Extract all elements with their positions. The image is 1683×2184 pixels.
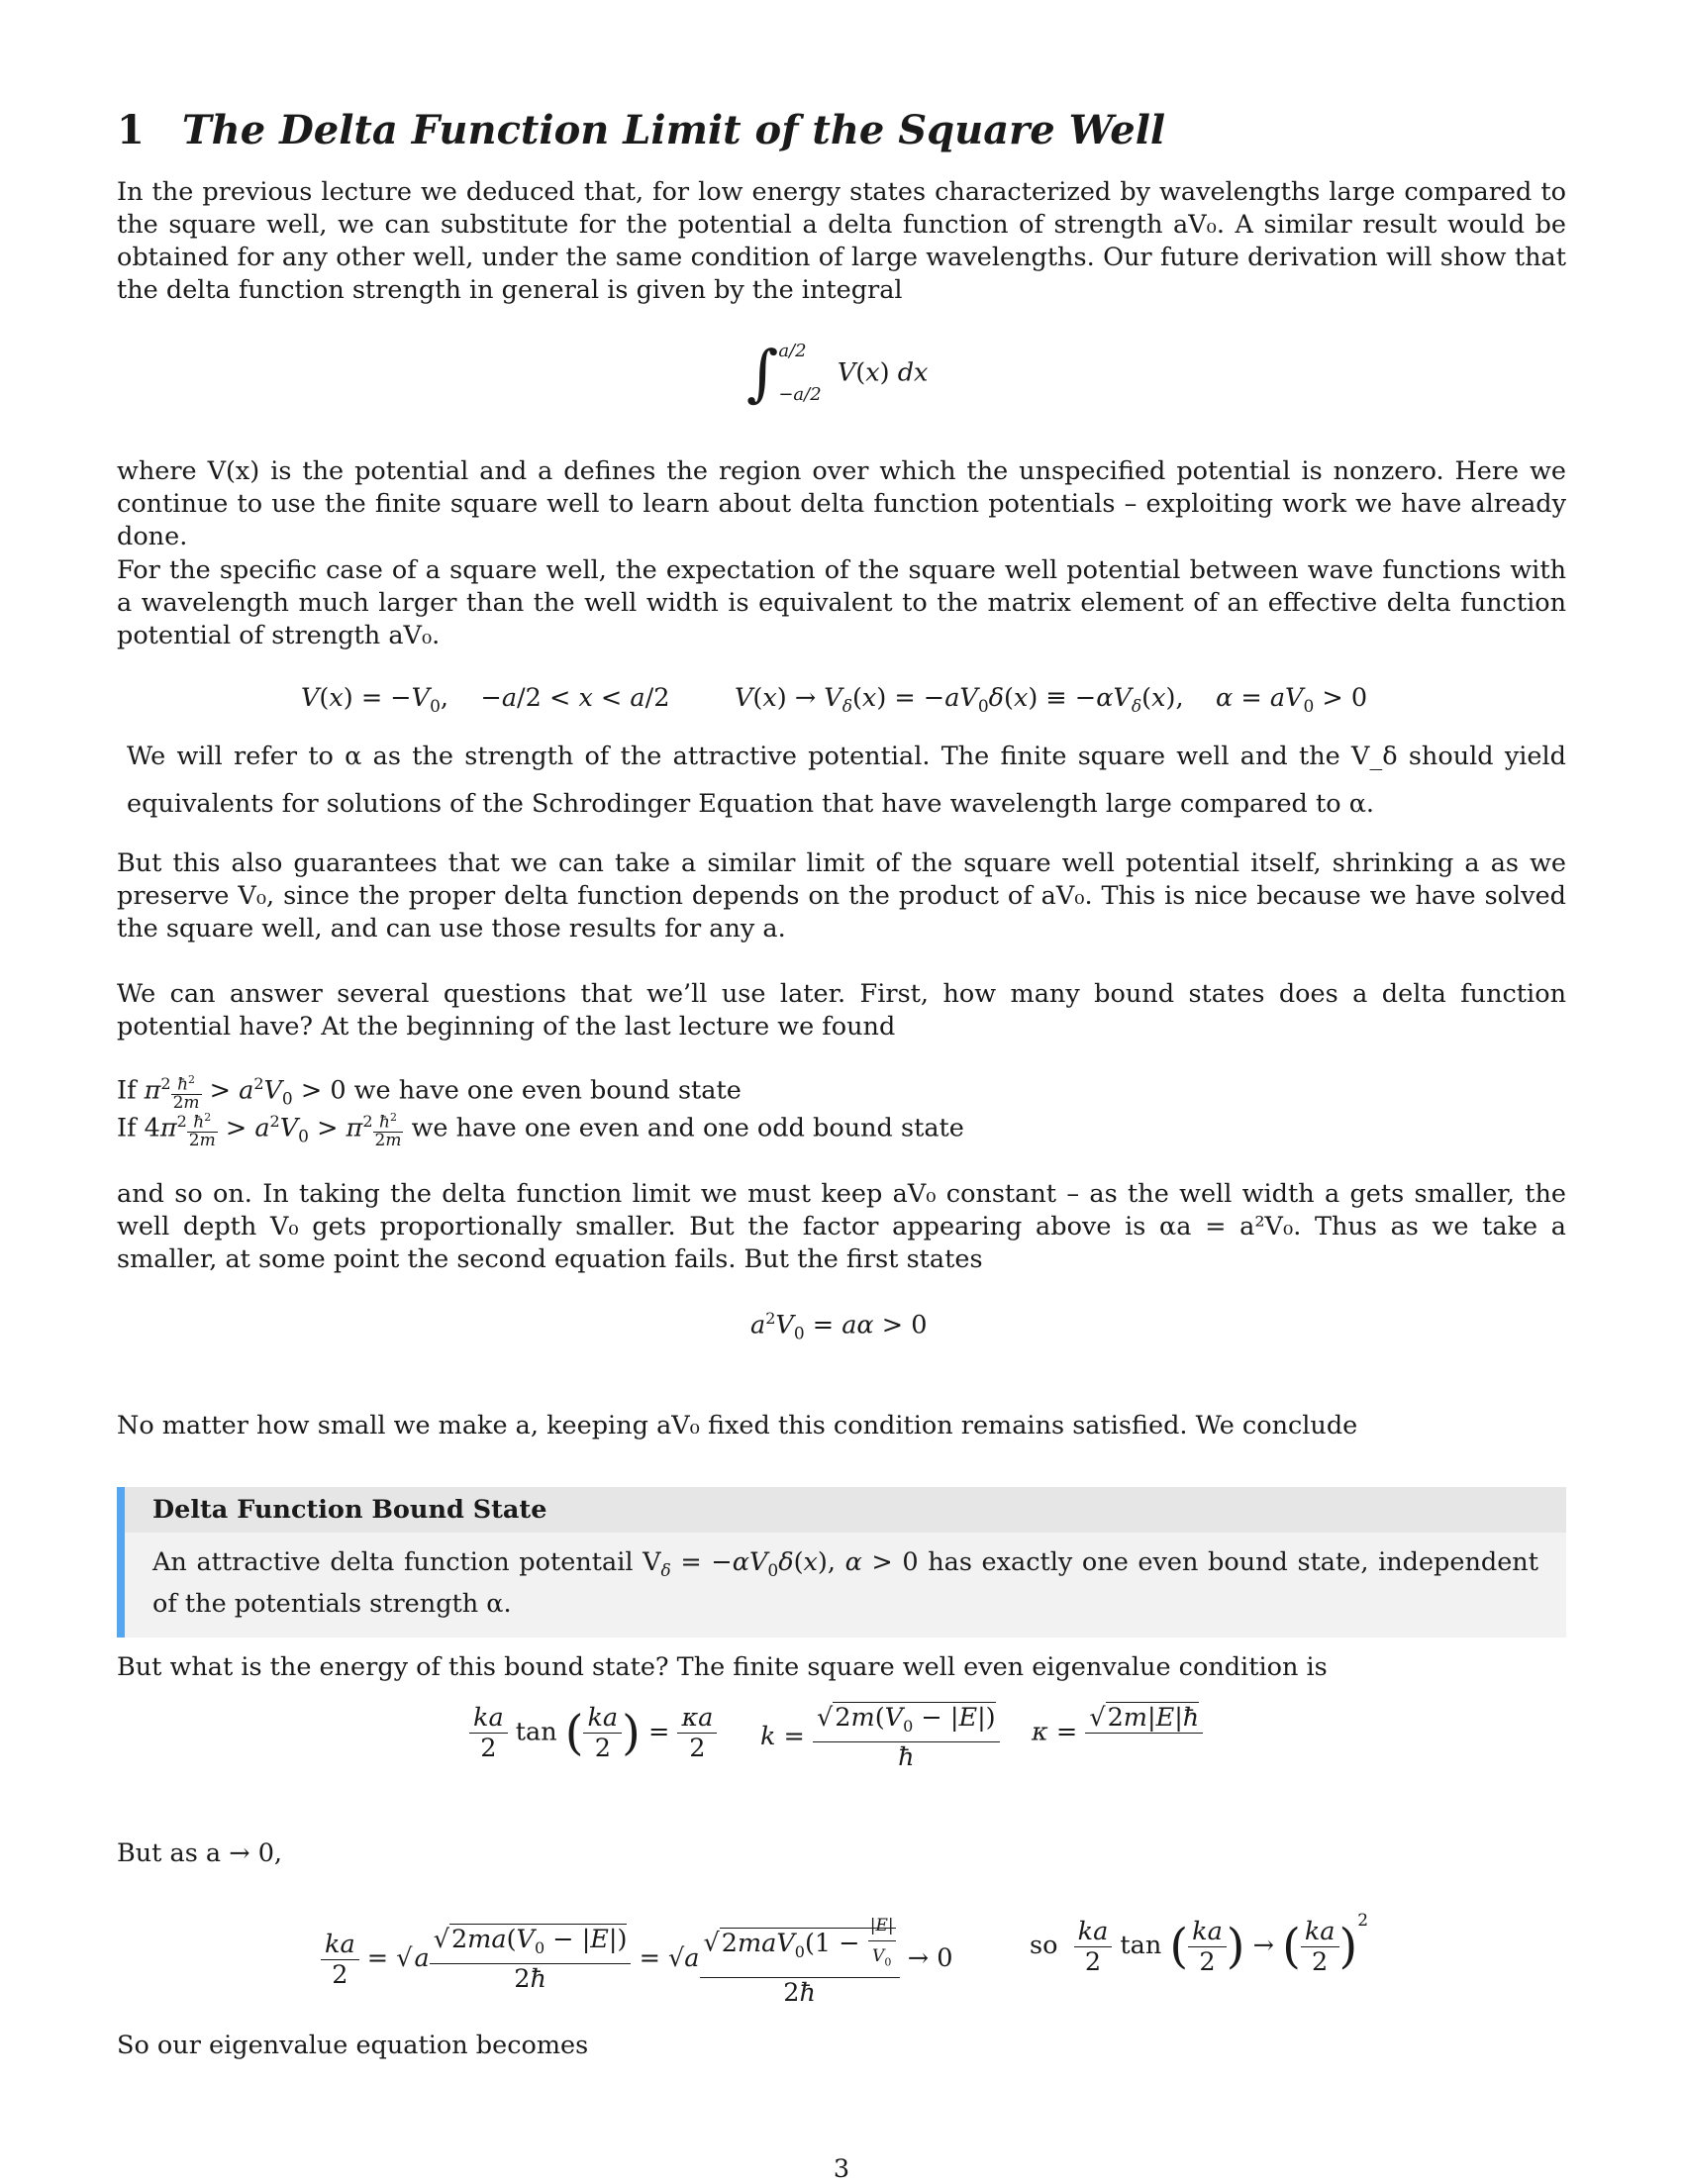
limit-equation: $\frac{ka}{2}$ = √a $\frac{√2ma(V_0 - |E|)}{2ħ}$ = √a √2maV$_0$(1 − $\frac{|E|}{V_0}$ 2ħ → 0 bbox=[321, 1911, 952, 2008]
paragraph-energy bbox=[117, 1651, 1566, 1684]
paragraph-square-well bbox=[117, 554, 1566, 652]
paragraph-constant bbox=[117, 1178, 1566, 1276]
paragraph-text: where V(x) is the potential and a defines the region over which the unspecified potential is nonzero. Here we continue to use the finite square well to learn about delta function potentials – exploiting work we have already done. bbox=[117, 456, 1566, 551]
condition-one-even: If $\pi^2$ $\frac{ħ^2}{2m}$ > $a^2V_0 > 0$ we have one even bound state bbox=[117, 1073, 742, 1113]
kappa-definition: κ = √2m|E|ħ bbox=[1032, 1703, 1203, 1763]
limit-result: so $\frac{ka}{2}$ tan ( $\frac{ka}{2}$ ) → ( $\frac{ka}{2}$ )$^2$ bbox=[1030, 1911, 1369, 1977]
paragraph-text: In the previous lecture we deduced that, for low energy states characterized by wavelengths large compared to the square well, we can substitute for the potential a delta function of strength aV₀. A similar result would be obtained for any other well, under the same condition of large wavelengths. Our future derivation will show that the delta function strength in general is given by the integral bbox=[117, 177, 1566, 305]
paragraph-conclude bbox=[117, 1410, 1566, 1442]
integral-equation: ∫ a/2 −a/2 V(x) dx bbox=[746, 337, 929, 409]
square-well-equation: $V(x) = -V_0$, −a/2 < x < a/2 bbox=[301, 683, 670, 718]
condition-equation: $a^2V_0 = a\alpha > 0$ bbox=[750, 1309, 928, 1344]
paragraph-intro bbox=[117, 176, 1566, 307]
paragraph-questions bbox=[117, 978, 1566, 1043]
delta-limit-equation: $V(x) \to V_\delta(x) = -aV_0\delta(x) \equiv -\alpha V_\delta(x)$, $\alpha = aV_0 > 0$ bbox=[735, 683, 1368, 718]
paragraph-text: But this also guarantees that we can take a similar limit of the square well potential itself, shrinking a as we preserve V₀, since the proper delta function depends on the product of aV₀. This is nice because we have solved the square well, and can use those results for any a. bbox=[117, 848, 1566, 943]
theorem-body: An attractive delta function potentail $V_\delta = -\alpha V_0\delta(x)$, α > 0 has exactly one even bound state, independent of the potentials strength α. bbox=[152, 1547, 1538, 1620]
paragraph-text: We will refer to α as the strength of the attractive potential. The finite square well and the V_δ should yield equivalents for solutions of the Schrodinger Equation that have wavelength large compared to α. bbox=[127, 742, 1566, 819]
theorem-title: Delta Function Bound State bbox=[125, 1487, 1566, 1533]
section-heading bbox=[117, 107, 1566, 154]
theorem-text-start: An attractive delta function potentail V bbox=[152, 1547, 661, 1577]
paragraph-text: But what is the energy of this bound state? The finite square well even eigenvalue condition is bbox=[117, 1652, 1328, 1682]
k-definition: k = $\frac{√2m(V_0 - |E|)}{ħ}$ bbox=[760, 1703, 1000, 1772]
condition-even-odd: If $4\pi^2$ $\frac{ħ^2}{2m}$ > $a^2V_0 > \pi^2$ $\frac{ħ^2}{2m}$ we have one even and one odd bound state bbox=[117, 1111, 964, 1150]
paragraph-strength bbox=[127, 733, 1566, 828]
condition-one-text: we have one even bound state bbox=[353, 1075, 742, 1106]
paragraph-potential bbox=[117, 455, 1566, 553]
paragraph-limit-a bbox=[117, 1837, 1566, 1870]
condition-two-text: we have one even and one odd bound state bbox=[411, 1113, 964, 1143]
page-number: 3 bbox=[833, 2154, 850, 2184]
eigenvalue-condition: $\frac{ka}{2}$ tan ( $\frac{ka}{2}$ ) = $\frac{\kappa a}{2}$ bbox=[469, 1703, 717, 1763]
section-title: The Delta Function Limit of the Square Well bbox=[181, 107, 1166, 153]
theorem-text-end: has exactly one even bound state, independent of the potentials strength α. bbox=[152, 1547, 1538, 1620]
section-number: 1 bbox=[117, 107, 145, 153]
paragraph-text: No matter how small we make a, keeping aV₀ fixed this condition remains satisfied. We conclude bbox=[117, 1411, 1358, 1440]
paragraph-text: For the specific case of a square well, the expectation of the square well potential between wave functions with a wavelength much larger than the well width is equivalent to the matrix element of an effective delta function potential of strength aV₀. bbox=[117, 555, 1566, 650]
paragraph-eigen bbox=[117, 2030, 1566, 2062]
paragraph-text: But as a → 0, bbox=[117, 1838, 283, 1868]
paragraph-text: We can answer several questions that we’ll use later. First, how many bound states does a delta function potential have? At the beginning of the last lecture we found bbox=[117, 979, 1566, 1042]
paragraph-limit bbox=[117, 847, 1566, 945]
paragraph-text: So our eigenvalue equation becomes bbox=[117, 2031, 589, 2060]
paragraph-text: and so on. In taking the delta function limit we must keep aV₀ constant – as the well width a gets smaller, the well depth V₀ gets proportionally smaller. But the factor appearing above is αa = a²V₀. Thus as we take a smaller, at some point the second equation fails. But the first states bbox=[117, 1179, 1566, 1274]
theorem-box bbox=[117, 1487, 1566, 1638]
